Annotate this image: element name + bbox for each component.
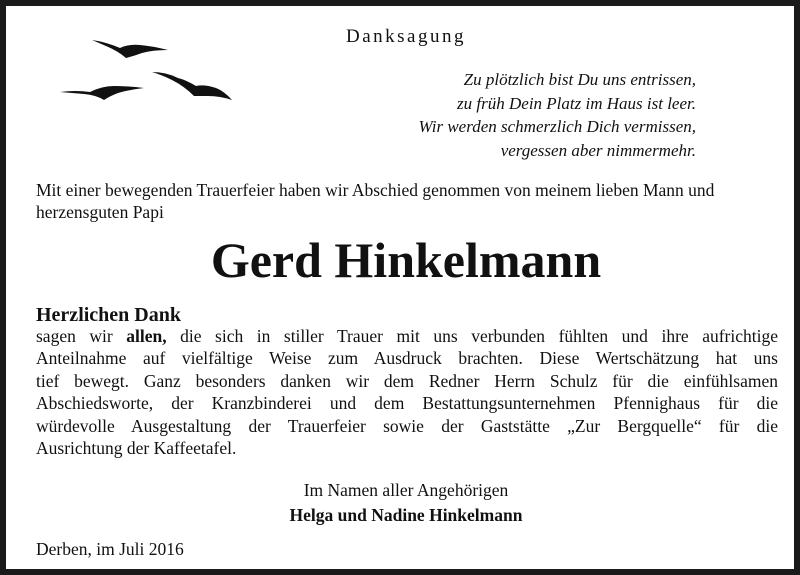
thanks-line: tief bewegt. Ganz besonders danken wir dem Redner Herrn Schulz für die einfühlsamen bbox=[36, 370, 778, 391]
poem-line: vergessen aber nimmermehr. bbox=[500, 140, 696, 160]
poem bbox=[366, 68, 696, 162]
bird-right-icon bbox=[152, 72, 232, 100]
signoff-line: Im Namen aller Angehörigen bbox=[303, 480, 509, 500]
thanks-line bbox=[36, 325, 778, 347]
bird-top-icon bbox=[92, 40, 168, 58]
intro-text: Mit einer bewegenden Trauerfeier haben wir Abschied genommen von meinem lieben Mann und herzensguten Papi bbox=[36, 180, 715, 222]
signoff-names: Helga und Nadine Hinkelmann bbox=[289, 505, 523, 525]
poem-line: zu früh Dein Platz im Haus ist leer. bbox=[457, 93, 696, 113]
thanks-body bbox=[36, 325, 778, 459]
poem-line: Zu plötzlich bist Du uns entrissen, bbox=[463, 70, 696, 89]
flying-birds-icon bbox=[56, 34, 246, 114]
deceased-name: Gerd Hinkelmann bbox=[210, 232, 602, 288]
thanks-emphasis: allen, bbox=[126, 326, 167, 346]
thanks-line: Ausrichtung der Kaffeetafel. bbox=[36, 438, 237, 459]
thanks-title: Herzlichen Dank bbox=[36, 304, 181, 326]
bird-left-icon bbox=[60, 86, 144, 100]
thanks-line-start: sagen wir bbox=[36, 326, 127, 346]
thanks-line: Abschiedsworte, der Kranzbinderei und dem Bestattungsunternehmen Pfennighaus für die bbox=[36, 393, 778, 414]
heading-danksagung: Danksagung bbox=[346, 26, 466, 47]
thanks-line: Anteilnahme auf vielfältige Weise zum Ausdruck brachten. Diese Wertschätzung hat uns bbox=[36, 348, 778, 369]
poem-line: Wir werden schmerzlich Dich vermissen, bbox=[418, 117, 696, 136]
thanks-line-rest: die sich in stiller Trauer mit uns verbunden fühlten und ihre aufrichtige bbox=[166, 326, 778, 346]
place-date: Derben, im Juli 2016 bbox=[36, 539, 184, 559]
thanks-line: würdevolle Ausgestaltung der Trauerfeier sowie der Gaststätte „Zur Bergquelle“ für die bbox=[36, 415, 778, 436]
signoff bbox=[206, 478, 606, 528]
